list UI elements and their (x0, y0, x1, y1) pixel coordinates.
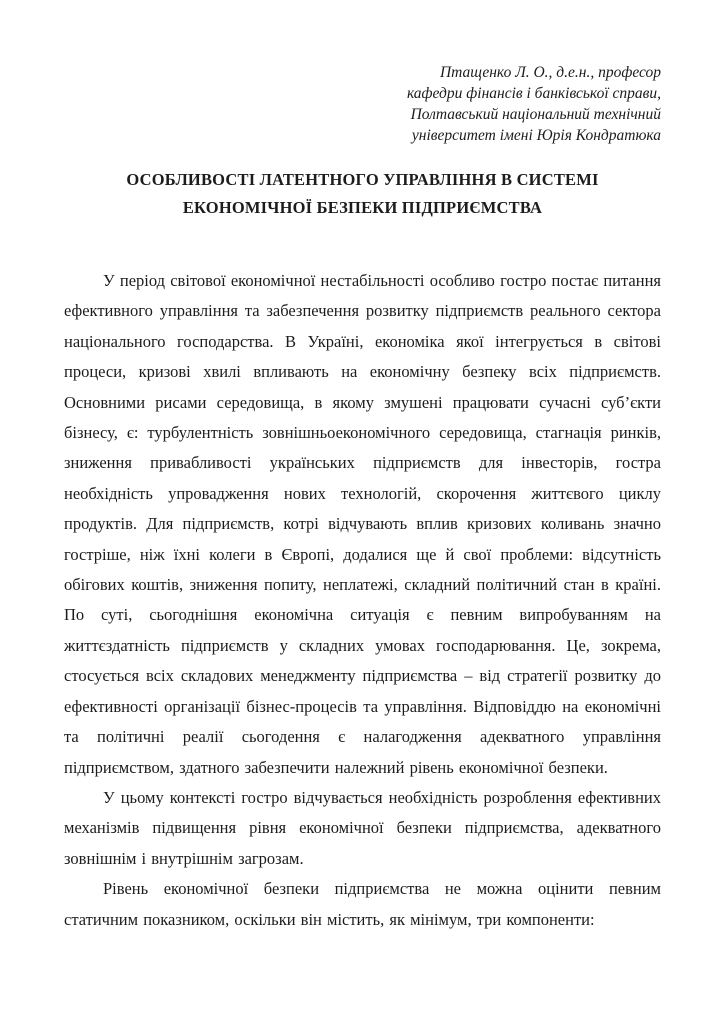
author-block (64, 62, 661, 146)
article-title-line-2: ЕКОНОМІЧНОЇ БЕЗПЕКИ ПІДПРИЄМСТВА (182, 198, 543, 217)
body-paragraph-1: У період світової економічної нестабільності особливо гостро постає питання ефективного управління та забезпечення розвитку підприємств реального сектора національного господарства. В Україні, економіка якої інтегрується в світові процеси, кризові хвилі впливають на економічну безпеку всіх підприємств. Основними рисами середовища, в якому змушені працювати сучасні суб’єкти бізнесу, є: турбулентність зовнішньоекономічного середовища, стагнація ринків, зниження привабливості українських підприємств для інвесторів, гостра необхідність упровадження нових технологій, скорочення життєвого циклу продуктів. Для підприємств, котрі відчувають вплив кризових коливань значно гостріше, ніж їхні колеги в Європі, додалися ще й свої проблеми: відсутність обігових коштів, зниження попиту, неплатежі, складний політичний стан в країні. По суті, сьогоднішня економічна ситуація є певним випробуванням на життєздатність підприємств у складних умовах господарювання. Це, зокрема, стосується всіх складових менеджменту підприємства – від стратегії розвитку до ефективності організації бізнес-процесів та управління. Відповіддю на економічні та політичні реалії сьогодення є налагодження адекватного управління підприємством, здатного забезпечити належний рівень економічної безпеки. (64, 271, 661, 777)
article-title (64, 166, 661, 222)
article-title-line-1: ОСОБЛИВОСТІ ЛАТЕНТНОГО УПРАВЛІННЯ В СИСТЕМІ (126, 170, 599, 189)
body-paragraph-3: Рівень економічної безпеки підприємства не можна оцінити певним статичним показником, оскільки він містить, як мінімум, три компоненти: (64, 879, 661, 929)
author-line-2: кафедри фінансів і банківської справи, (406, 85, 661, 102)
body-paragraph-2: У цьому контексті гостро відчувається необхідність розроблення ефективних механізмів підвищення рівня економічної безпеки підприємства, адекватного зовнішнім і внутрішнім загрозам. (64, 787, 661, 868)
author-line-1: Птащенко Л. О., д.е.н., професор (439, 64, 661, 81)
author-line-4: університет імені Юрія Кондратюка (411, 127, 661, 144)
article-body (64, 266, 661, 935)
author-line-3: Полтавський національний технічний (410, 106, 661, 123)
